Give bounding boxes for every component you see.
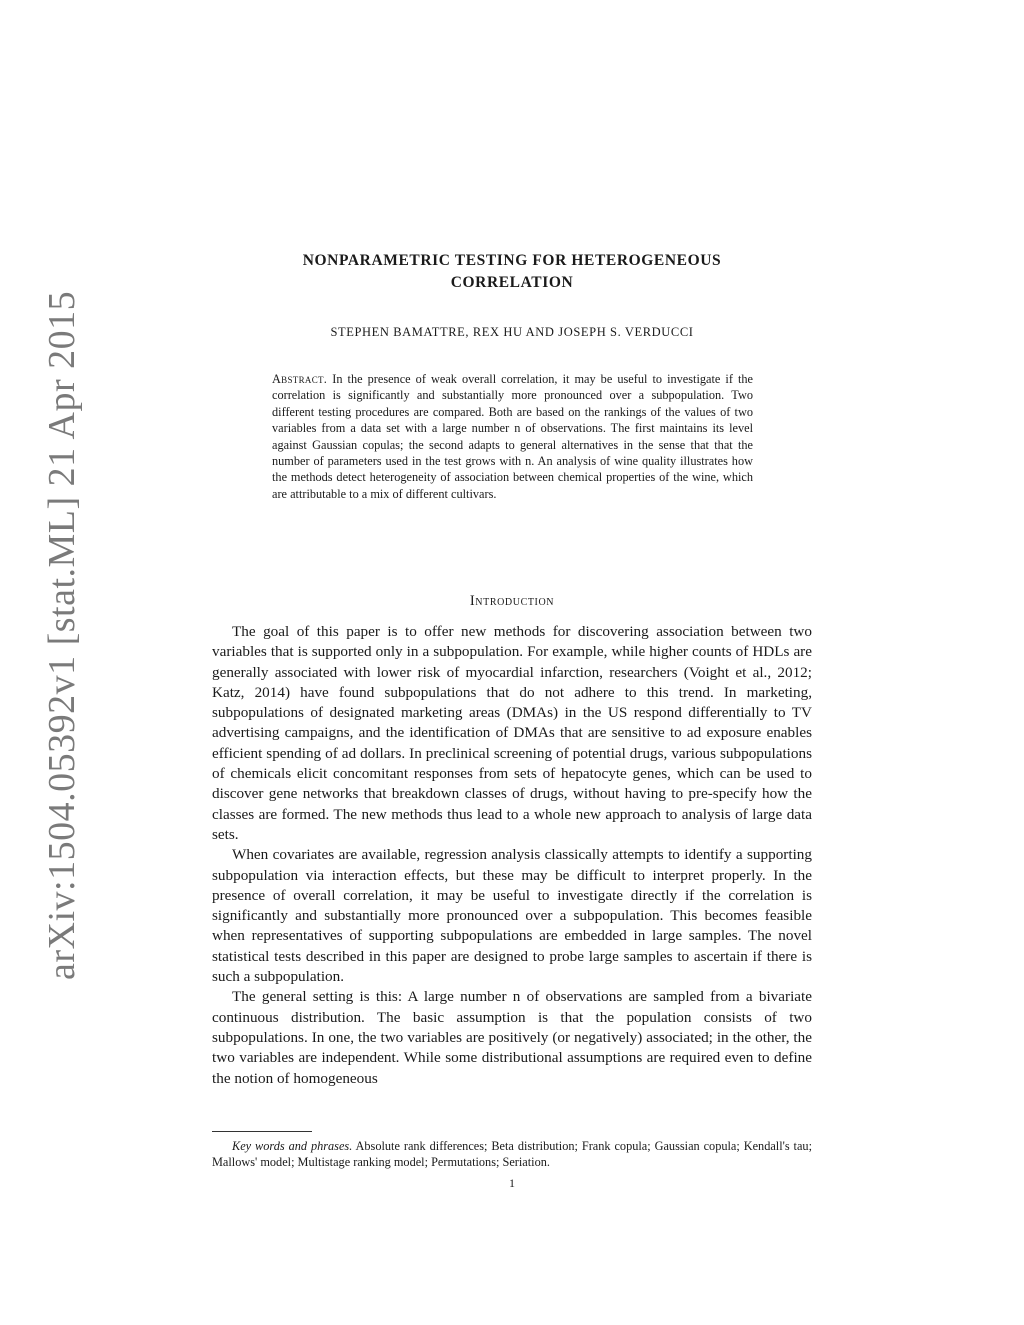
arxiv-identifier[interactable]: arXiv:1504.05392v1 [stat.ML] 21 Apr 2015: [41, 290, 83, 980]
body-text: [212, 622, 812, 1089]
footnote-text: Absolute rank differences; Beta distribution; Frank copula; Gaussian copula; Kendall's tau; Mallows' model; Multistage ranking model; Permutations; Seriation.: [212, 1139, 812, 1170]
title-line-2: CORRELATION: [450, 274, 574, 291]
paragraph: The general setting is this: A large number n of observations are sampled from a bivariate continuous distribution. The basic assumption is that the population consists of two subpopulations. In one, the two variables are positively (or negatively) associated; in the other, the two variables are independent. While some distributional assumptions are required even to define the notion of homogeneous: [212, 988, 812, 1087]
paragraph: When covariates are available, regression analysis classically attempts to identify a supporting subpopulation via interaction effects, but these may be difficult to interpret properly. In the presence of overall correlation, it may be useful to investigate directly if the correlation is significantly and substantially more pronounced over a subpopulation. This becomes feasible when representatives of supporting subpopulations are embedded in large samples. The novel statistical tests described in this paper are designed to probe large samples to ascertain if there is such a subpopulation.: [212, 846, 812, 986]
page-number: 1: [509, 1176, 515, 1190]
footnote-keywords: [212, 1138, 812, 1170]
paragraph: The goal of this paper is to offer new methods for discovering association between two variables that is supported only in a subpopulation. For example, while higher counts of HDLs are generally associated with lower risk of myocardial infarction, researchers (Voight et al., 2012; Katz, 2014) have found subpopulations that do not adhere to this trend. In marketing, subpopulations of designated marketing areas (DMAs) in the US respond differentially to TV advertising campaigns, and the identification of DMAs that are sensitive to ad exposure enables efficient spending of ad dollars. In preclinical screening of potential drugs, various subpopulations of chemicals elicit concomitant responses from sets of hepatocyte genes, which can be used to discover gene networks that breakdown classes of drugs, without having to pre-specify how the classes are formed. The new methods thus lead to a whole new approach to analysis of large data sets.: [212, 623, 812, 843]
abstract-label: Abstract.: [272, 372, 328, 386]
footnote-label: Key words and phrases.: [232, 1139, 353, 1153]
abstract-text: In the presence of weak overall correlation, it may be useful to investigate if the correlation is significantly and substantially more pronounced over a subpopulation. Two different testing procedures are compared. Both are based on the rankings of the values of two variables from a data set with a large number n of observations. The first maintains its level against Gaussian copulas; the second adapts to general alternatives in the sense that that the number of parameters used in the test grows with n. An analysis of wine quality illustrates how the methods detect heterogeneity of association between chemical properties of the wine, which are attributable to a mix of different cultivars.: [272, 372, 753, 501]
author-list: STEPHEN BAMATTRE, REX HU AND JOSEPH S. VERDUCCI: [330, 325, 694, 339]
footnote-divider: [212, 1131, 312, 1132]
section-heading-introduction: Introduction: [469, 593, 555, 609]
abstract: [272, 371, 753, 502]
paper-title: [212, 250, 812, 294]
title-line-1: NONPARAMETRIC TESTING FOR HETEROGENEOUS: [302, 252, 722, 269]
